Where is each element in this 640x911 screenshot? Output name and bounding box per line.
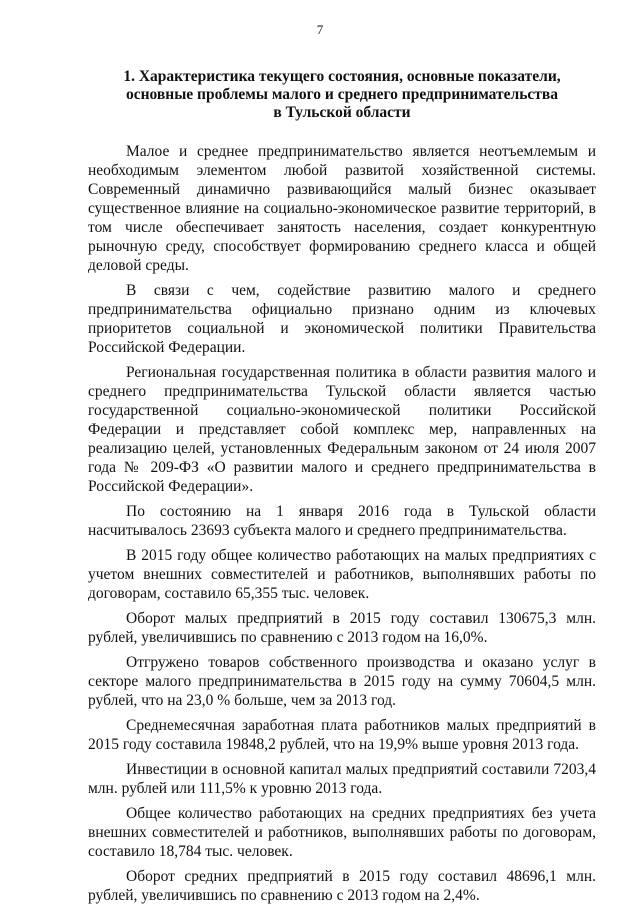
page-number: 7	[316, 22, 324, 37]
heading-line: в Тульской области	[273, 104, 411, 121]
heading-line: основные проблемы малого и среднего предпринимательства	[125, 86, 559, 103]
paragraph: Региональная государственная политика в области развития малого и среднего предпринимательства Тульской области является частью государственной социально-экономической политики Российской Федерации и представляет собой комплекс мер, направленных на реализацию целей, установленных Федеральным законом от 24 июля 2007 года № 209-ФЗ «О развитии малого и среднего предпринимательства в Российской Федерации».	[88, 364, 596, 495]
paragraph: Среднемесячная заработная плата работников малых предприятий в 2015 году составила 19848,2 рублей, что на 19,9% выше уровня 2013 года.	[88, 717, 596, 753]
paragraph: В 2015 году общее количество работающих на малых предприятиях с учетом внешних совместителей и работников, выполнявших работы по договорам, составило 65,355 тыс. человек.	[88, 547, 596, 602]
paragraph: В связи с чем, содействие развитию малого и среднего предпринимательства официально признано одним из ключевых приоритетов социальной и экономической политики Правительства Российской Федерации.	[88, 282, 596, 356]
paragraph: Оборот средних предприятий в 2015 году составил 48696,1 млн. рублей, увеличившись по сравнению с 2013 годом на 2,4%.	[88, 868, 596, 904]
paragraph: По состоянию на 1 января 2016 года в Тульской области насчитывалось 23693 субъекта малого и среднего предпринимательства.	[88, 503, 596, 539]
section-heading	[88, 68, 596, 122]
document-body	[88, 142, 596, 911]
paragraph: Отгружено товаров собственного производства и оказано услуг в секторе малого предпринимательства в 2015 году на сумму 70604,5 млн. рублей, что на 23,0 % больше, чем за 2013 год.	[88, 654, 596, 709]
paragraph: Общее количество работающих на средних предприятиях без учета внешних совместителей и работников, выполнявших работы по договорам, составило 18,784 тыс. человек.	[88, 805, 596, 860]
paragraph: Малое и среднее предпринимательство является неотъемлемым и необходимым элементом любой развитой хозяйственной системы. Современный динамично развивающийся малый бизнес оказывает существенное влияние на социально-экономическое развитие территорий, в том числе обеспечивает занятость населения, создает конкурентную рыночную среду, способствует формированию среднего класса и общей деловой среды.	[88, 143, 596, 274]
heading-line: 1. Характеристика текущего состояния, основные показатели,	[123, 68, 561, 85]
paragraph: Инвестиции в основной капитал малых предприятий составили 7203,4 млн. рублей или 111,5% к уровню 2013 года.	[88, 761, 596, 797]
paragraph: Оборот малых предприятий в 2015 году составил 130675,3 млн. рублей, увеличившись по сравнению с 2013 годом на 16,0%.	[88, 610, 596, 646]
